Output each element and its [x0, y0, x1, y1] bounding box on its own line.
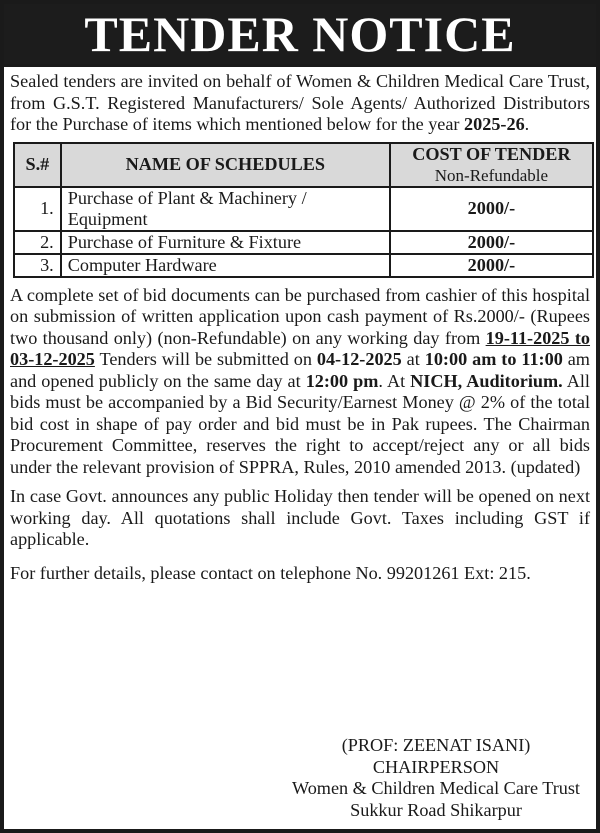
table-row	[14, 254, 593, 277]
row-cost: 2000/-	[390, 187, 593, 231]
row-sno: 2.	[14, 231, 61, 254]
row-cost: 2000/-	[390, 231, 593, 254]
signatory-name: (PROF: ZEENAT ISANI)	[341, 735, 531, 755]
table-row	[14, 231, 593, 254]
header-name: NAME OF SCHEDULES	[61, 143, 390, 187]
intro-year: 2025-26	[464, 114, 525, 134]
holiday-paragraph: In case Govt. announces any public Holiday then tender will be opened on next working day. All quotations shall include Govt. Taxes including GST if applicable.	[10, 486, 590, 549]
header-cost	[390, 143, 593, 187]
signatory-designation: CHAIRPERSON	[372, 756, 500, 777]
header-cost-label: COST OF TENDER	[412, 143, 571, 164]
notice-title: TENDER NOTICE	[4, 4, 596, 67]
intro-end: .	[524, 114, 530, 134]
intro-paragraph	[4, 71, 596, 136]
signature-block	[286, 735, 586, 821]
open-time: 12:00 pm	[305, 370, 379, 391]
intro-text: Sealed tenders are invited on behalf of Women & Children Medical Care Trust, from G.S.T. Registered Manufacturers/ Sole Agents/ Authorized Distributors for the Purchase of items which mentioned below for the year	[10, 71, 590, 134]
details-text: am and opened publicly on the same day at	[10, 349, 590, 391]
sale-period: 19-11-2025 to 03-12-2025	[10, 327, 591, 369]
details-text: . At	[378, 370, 411, 391]
contact-paragraph: For further details, please contact on telephone No. 99201261 Ext: 215.	[10, 562, 531, 583]
row-name: Purchase of Plant & Machinery / Equipment	[61, 187, 390, 231]
row-sno: 1.	[14, 187, 61, 231]
submit-time: 10:00 am to 11:00	[424, 349, 563, 369]
details-paragraph	[4, 285, 596, 479]
signatory-address: Sukkur Road Shikarpur	[350, 799, 522, 820]
row-sno: 3.	[14, 254, 61, 277]
venue: NICH, Auditorium.	[410, 370, 563, 391]
details-text: Tenders will be submitted on	[94, 349, 317, 369]
header-sno: S.#	[14, 143, 61, 187]
submit-date: 04-12-2025	[316, 349, 402, 369]
details-text: at	[401, 349, 425, 369]
header-cost-sub: Non-Refundable	[434, 165, 549, 185]
signatory-org: Women & Children Medical Care Trust	[292, 778, 580, 798]
row-name: Computer Hardware	[61, 254, 390, 277]
table-header-row	[14, 143, 593, 187]
schedules-table	[13, 142, 594, 278]
row-name: Purchase of Furniture & Fixture	[61, 231, 390, 254]
details-text: A complete set of bid documents can be purchased from cashier of this hospital on submission of written application upon cash payment of Rs.2000/- (Rupees two thousand only) (non-Refundable) on any working day from	[10, 284, 590, 348]
row-cost: 2000/-	[390, 254, 593, 277]
table-row	[14, 187, 593, 231]
details-text: All bids must be accompanied by a Bid Security/Earnest Money @ 2% of the total bid cost in shape of pay order and bid must be in Pak rupees. The Chairman Procurement Committee, reserves the right to accept/reject any or all bids under the relevant provision of SPPRA, Rules, 2010 amended 2013. (updated)	[10, 370, 590, 477]
